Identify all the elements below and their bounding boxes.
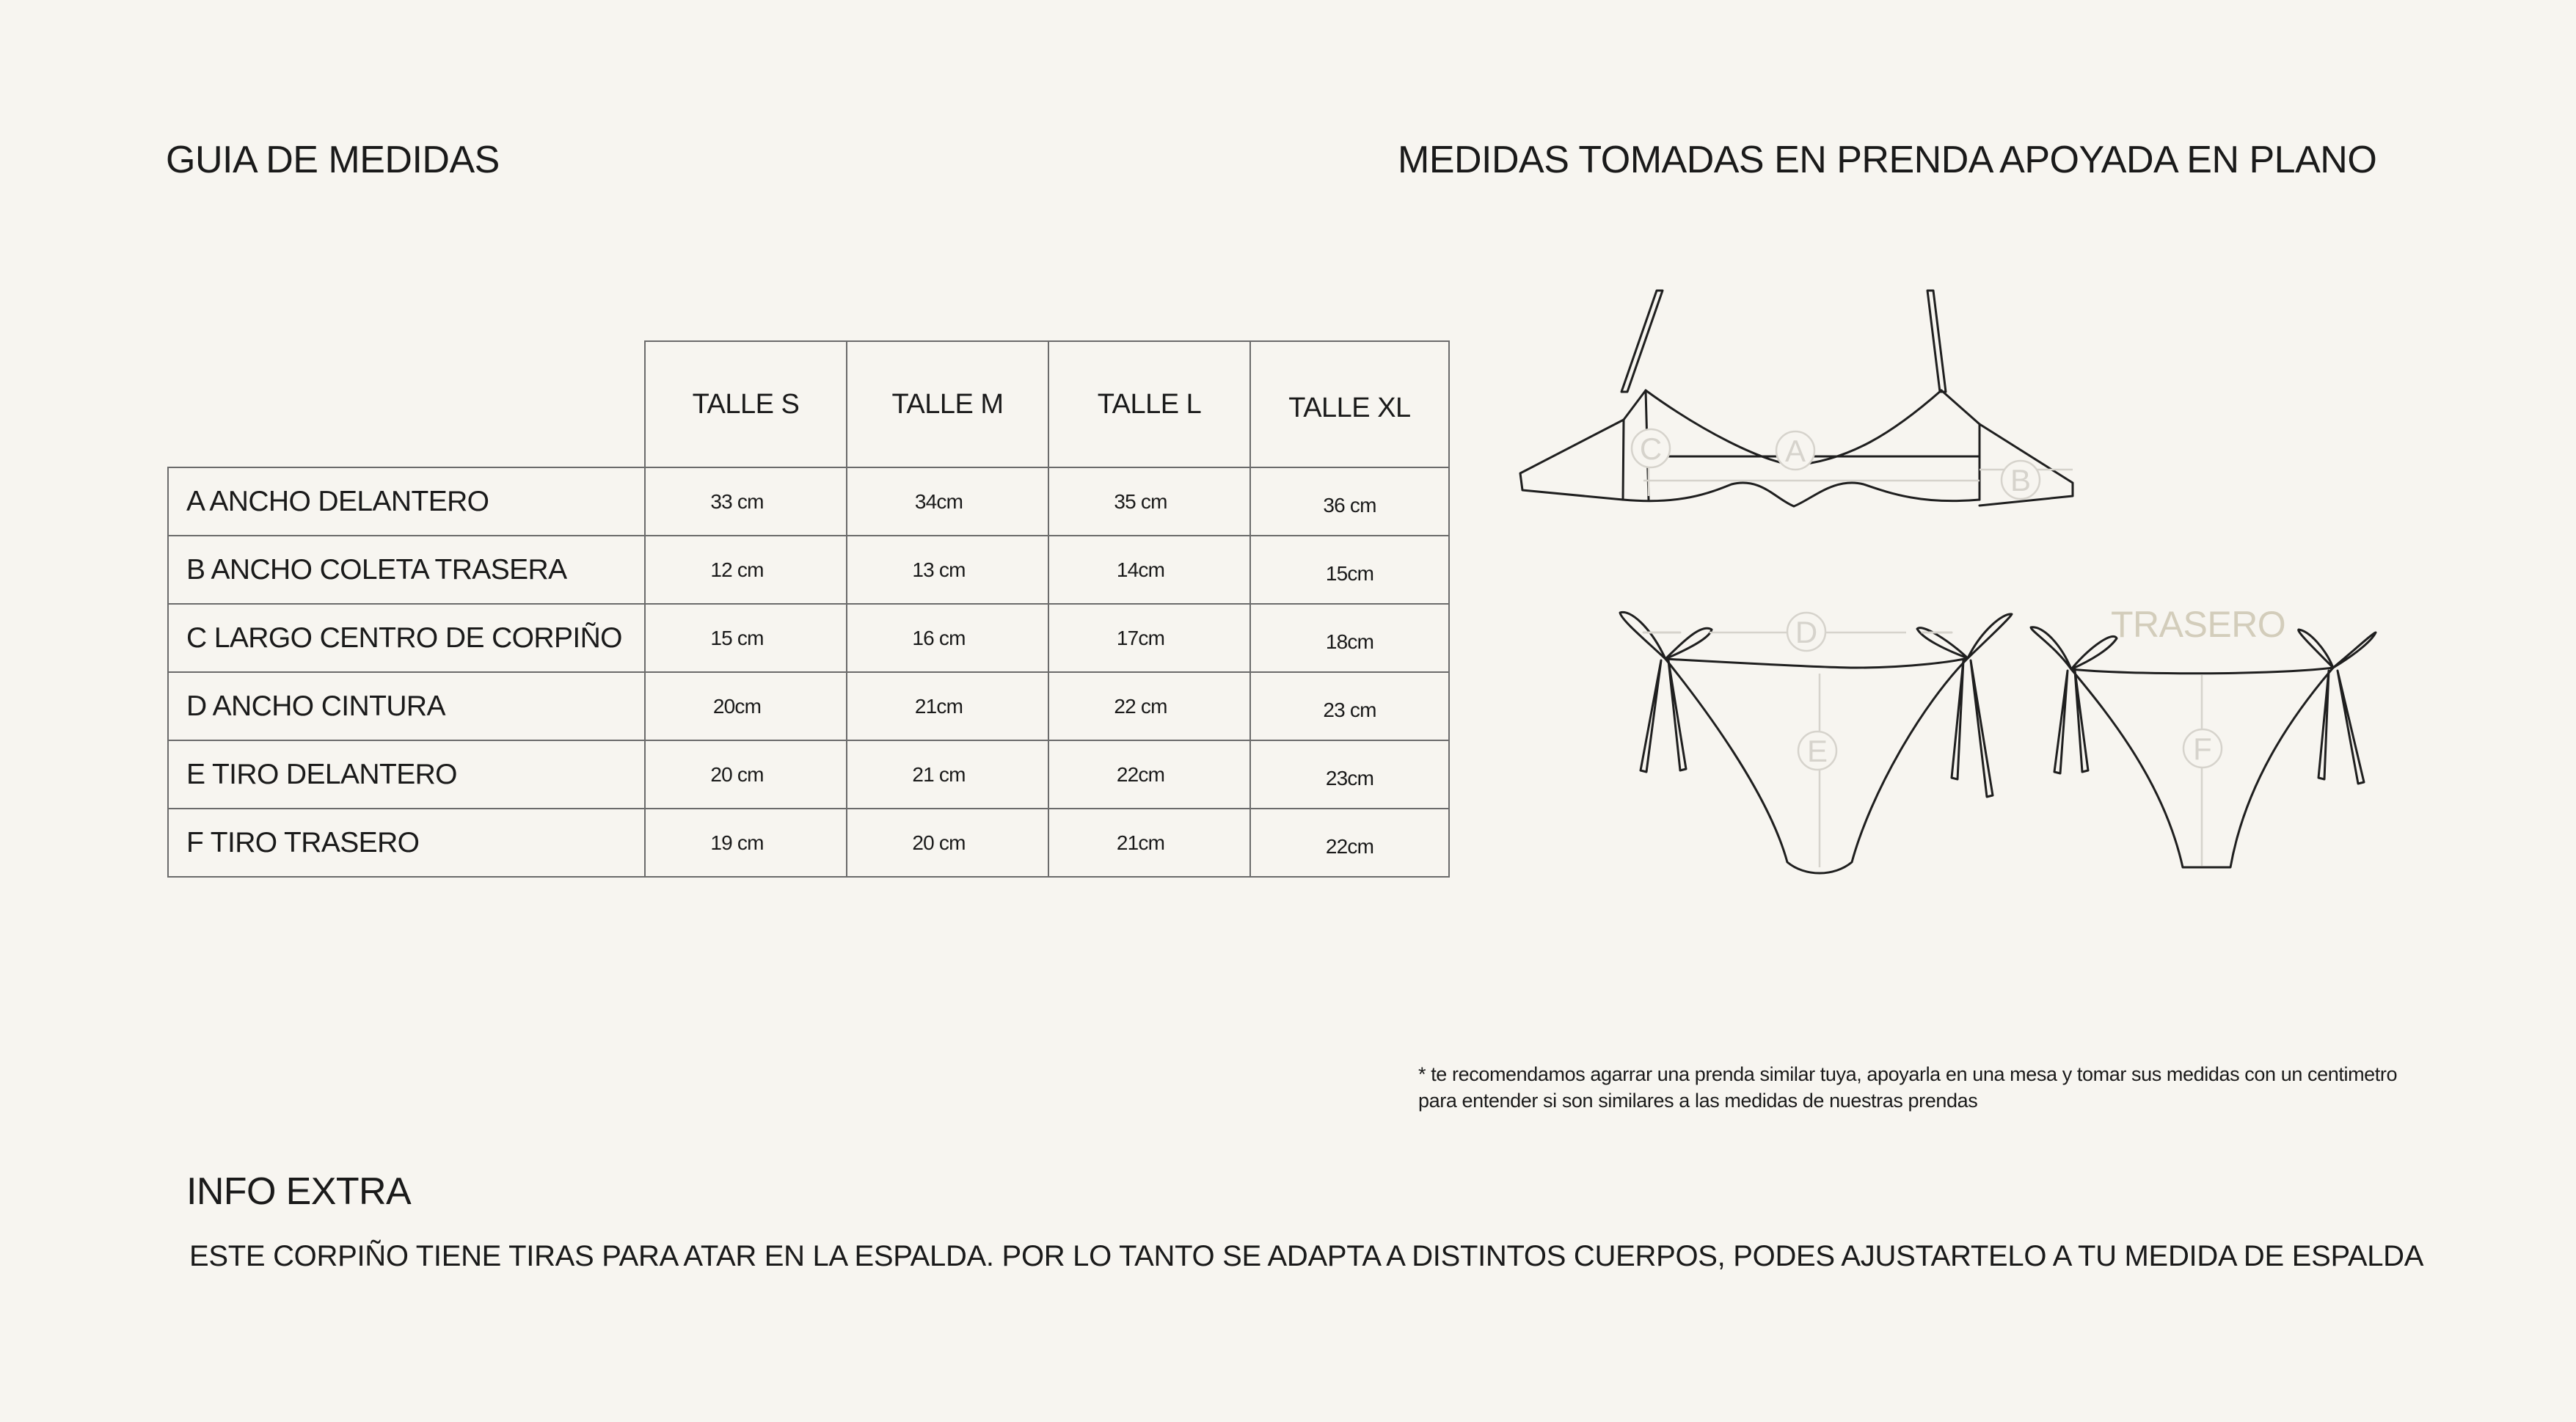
measure-label-d (1787, 613, 1825, 651)
cell-value: 22 cm (1048, 672, 1250, 740)
row-label: A ANCHO DELANTERO (168, 467, 645, 536)
cell-value: 17cm (1048, 604, 1250, 672)
cell-value: 19 cm (645, 809, 847, 877)
info-title: INFO EXTRA (186, 1170, 412, 1213)
measurement-note (1418, 1061, 2397, 1114)
column-header-xl: TALLE XL (1250, 341, 1449, 467)
row-label: C LARGO CENTRO DE CORPIÑO (168, 604, 645, 672)
cell-value: 22cm (1250, 809, 1449, 877)
cell-value: 15cm (1250, 536, 1449, 604)
svg-text:C: C (1639, 431, 1663, 466)
svg-text:D: D (1795, 615, 1818, 649)
row-label: B ANCHO COLETA TRASERA (168, 536, 645, 604)
cell-value: 12 cm (645, 536, 847, 604)
info-text: ESTE CORPIÑO TIENE TIRAS PARA ATAR EN LA ESPALDA. POR LO TANTO SE ADAPTA A DISTINTOS CUERPOS, PODES AJUSTARTELO A TU MEDIDA DE ESPALDA (189, 1240, 2424, 1272)
measure-label-c (1632, 429, 1670, 467)
svg-text:A: A (1784, 434, 1806, 468)
cell-value: 18cm (1250, 604, 1449, 672)
cell-value: 15 cm (645, 604, 847, 672)
cell-value: 20 cm (645, 740, 847, 809)
cell-value: 13 cm (847, 536, 1048, 604)
row-label: E TIRO DELANTERO (168, 740, 645, 809)
cell-value: 14cm (1048, 536, 1250, 604)
note-line-1: * te recomendamos agarrar una prenda similar tuya, apoyarla en una mesa y tomar sus medidas con un centimetro (1418, 1063, 2398, 1085)
column-header-s: TALLE S (645, 341, 847, 467)
measure-label-a (1776, 431, 1814, 470)
cell-value: 23 cm (1250, 672, 1449, 740)
cell-value: 36 cm (1250, 467, 1449, 536)
svg-text:E: E (1806, 734, 1828, 768)
note-line-2: para entender si son similares a las medidas de nuestras prendas (1418, 1090, 1978, 1112)
cell-value: 34cm (847, 467, 1048, 536)
measure-label-e (1798, 732, 1836, 770)
cell-value: 21cm (847, 672, 1048, 740)
cell-value: 20 cm (847, 809, 1048, 877)
measure-label-f (2183, 729, 2222, 767)
cell-value: 23cm (1250, 740, 1449, 809)
column-header-l: TALLE L (1048, 341, 1250, 467)
row-label: F TIRO TRASERO (168, 809, 645, 877)
cell-value: 22cm (1048, 740, 1250, 809)
illustration-title: MEDIDAS TOMADAS EN PRENDA APOYADA EN PLANO (1398, 139, 2377, 181)
trasero-label: TRASERO (2111, 604, 2286, 645)
bra-top-drawing (1520, 291, 2073, 506)
measure-label-b (2002, 461, 2040, 499)
cell-value: 35 cm (1048, 467, 1250, 536)
cell-value: 20cm (645, 672, 847, 740)
cell-value: 21cm (1048, 809, 1250, 877)
row-label: D ANCHO CINTURA (168, 672, 645, 740)
svg-text:B: B (2010, 463, 2032, 497)
page-title: GUIA DE MEDIDAS (166, 139, 500, 181)
cell-value: 16 cm (847, 604, 1048, 672)
cell-value: 21 cm (847, 740, 1048, 809)
svg-text:F: F (2193, 732, 2212, 766)
cell-value: 33 cm (645, 467, 847, 536)
column-header-m: TALLE M (847, 341, 1048, 467)
